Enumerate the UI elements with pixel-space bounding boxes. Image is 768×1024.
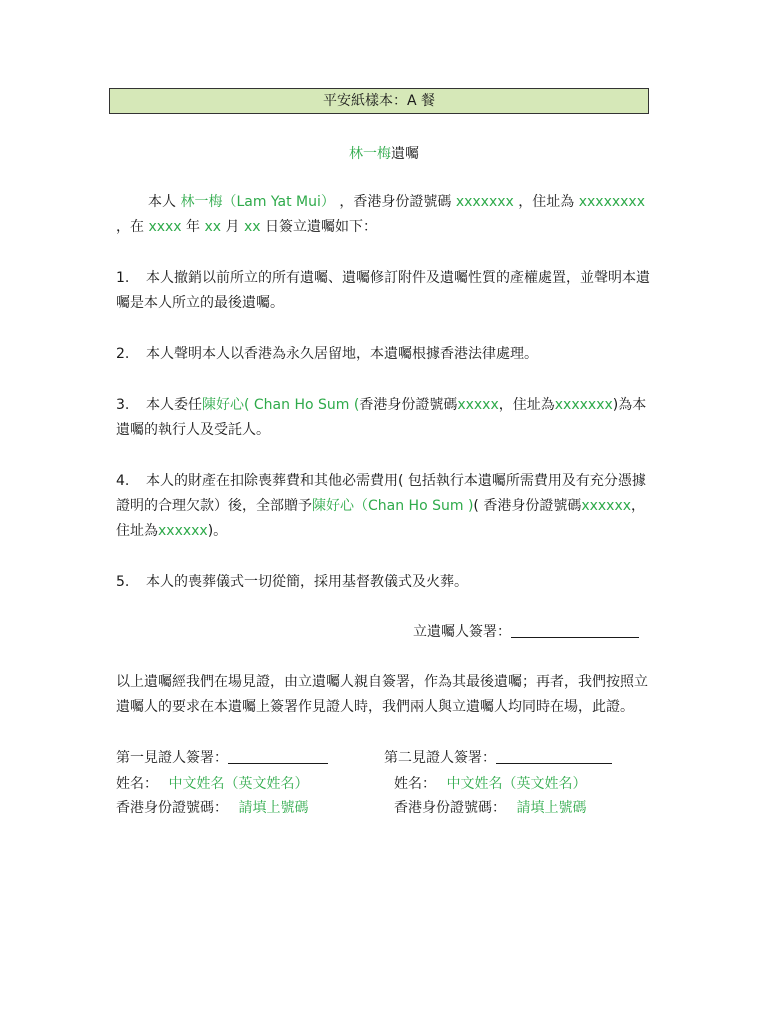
document-title-box	[109, 88, 649, 114]
intro-text: ，在	[116, 219, 144, 235]
testator-signature-line	[413, 620, 639, 645]
witness-statement	[116, 670, 656, 720]
witness2-sign-label: 第二見證人簽署：	[384, 750, 496, 766]
clause-3	[116, 393, 656, 443]
clause-text: 本人的喪葬儀式一切從簡，採用基督教儀式及火葬。	[146, 574, 468, 590]
witness2-name-row	[394, 772, 586, 797]
intro-text: 本人	[148, 194, 176, 210]
clause-1	[116, 266, 656, 316]
witness-statement-text: 以上遺囑經我們在場見證，由立遺囑人親自簽署，作為其最後遺囑；再者，我們按照立遺囑人的要求在本遺囑上簽署作見證人時，我們兩人與立遺囑人均同時在場，此證。	[116, 674, 648, 715]
clause-text: ( 香港身份證號碼	[473, 498, 582, 514]
witness1-id-field: 請填上號碼	[238, 800, 309, 816]
testator-id-field: xxxxxxx	[455, 194, 514, 210]
clause-number: 3.	[116, 397, 130, 413]
witness2-id-field: 請填上號碼	[516, 800, 587, 816]
clause-number: 5.	[116, 574, 130, 590]
witness1-id-row	[116, 796, 308, 821]
clause-text: 本人聲明本人以香港為永久居留地，本遺囑根據香港法律處理。	[146, 346, 538, 362]
document-title: 平安紙樣本：A 餐	[322, 93, 436, 109]
clause-2	[116, 342, 656, 367]
intro-text: 日簽立遺囑如下：	[265, 219, 378, 235]
witness2-id-label: 香港身份證號碼：	[394, 800, 506, 816]
clause-text: )為本遺囑的執行人及受託人。	[116, 397, 647, 438]
testator-signature-label: 立遺囑人簽署：	[413, 624, 511, 640]
intro-paragraph	[116, 190, 656, 240]
intro-text: ，住址為	[518, 194, 575, 210]
clause-text: ，住址為	[498, 397, 555, 413]
witness1-name-row	[116, 772, 308, 797]
clause-text: 本人撤銷以前所立的所有遺囑、遺囑修訂附件及遺囑性質的產權處置，並聲明本遺囑是本人所立的最後遺囑。	[116, 270, 650, 311]
executor-id-field: xxxxx	[457, 397, 499, 413]
witness2-signature-field[interactable]	[496, 747, 612, 764]
intro-text: 月	[225, 219, 240, 235]
witness2-id-row	[394, 796, 586, 821]
testator-name-heading: 林一梅	[349, 146, 391, 162]
clause-text: )。	[207, 523, 228, 539]
beneficiary-address-field: xxxxxx	[158, 523, 208, 539]
beneficiary-name-field: 陳好心（Chan Ho Sum )	[312, 498, 474, 514]
testator-address-field: xxxxxxxx	[578, 194, 645, 210]
clause-number: 4.	[116, 473, 130, 489]
beneficiary-id-field: xxxxxx	[581, 498, 632, 514]
year-field: xxxx	[148, 219, 182, 235]
testator-name-field: 林一梅（Lam Yat Mui）	[180, 194, 335, 210]
witness1-signature-field[interactable]	[228, 747, 328, 764]
executor-name-field: 陳好心( Chan Ho Sum (	[202, 397, 360, 413]
month-field: xx	[204, 219, 222, 235]
clause-5	[116, 570, 656, 595]
clause-number: 1.	[116, 270, 130, 286]
clause-text: 本人委任	[146, 397, 202, 413]
clause-text: 本人的財產在扣除喪葬費和其他必需費用( 包括執行本遺囑所需費用及有充分憑據證明的合理欠款）後，全部贈予	[116, 473, 646, 514]
witness2-name-label: 姓名：	[394, 776, 436, 792]
witness1-sign-label: 第一見證人簽署：	[116, 750, 228, 766]
clause-number: 2.	[116, 346, 130, 362]
clause-4	[116, 469, 656, 544]
intro-text: ，香港身份證號碼	[339, 194, 452, 210]
witness2-signature-row	[384, 746, 612, 771]
testator-signature-field[interactable]	[511, 621, 639, 638]
witness2-name-field: 中文姓名（英文姓名）	[446, 776, 587, 792]
witness1-id-label: 香港身份證號碼：	[116, 800, 228, 816]
clause-text: ，住址為	[116, 498, 646, 539]
witness1-name-field: 中文姓名（英文姓名）	[168, 776, 309, 792]
intro-text: 年	[186, 219, 201, 235]
clause-text: 香港身份證號碼	[359, 397, 458, 413]
executor-address-field: xxxxxxx	[554, 397, 613, 413]
will-heading	[0, 142, 768, 167]
heading-suffix: 遺囑	[391, 146, 419, 162]
witness1-name-label: 姓名：	[116, 776, 158, 792]
witness1-signature-row	[116, 746, 328, 771]
day-field: xx	[243, 219, 261, 235]
